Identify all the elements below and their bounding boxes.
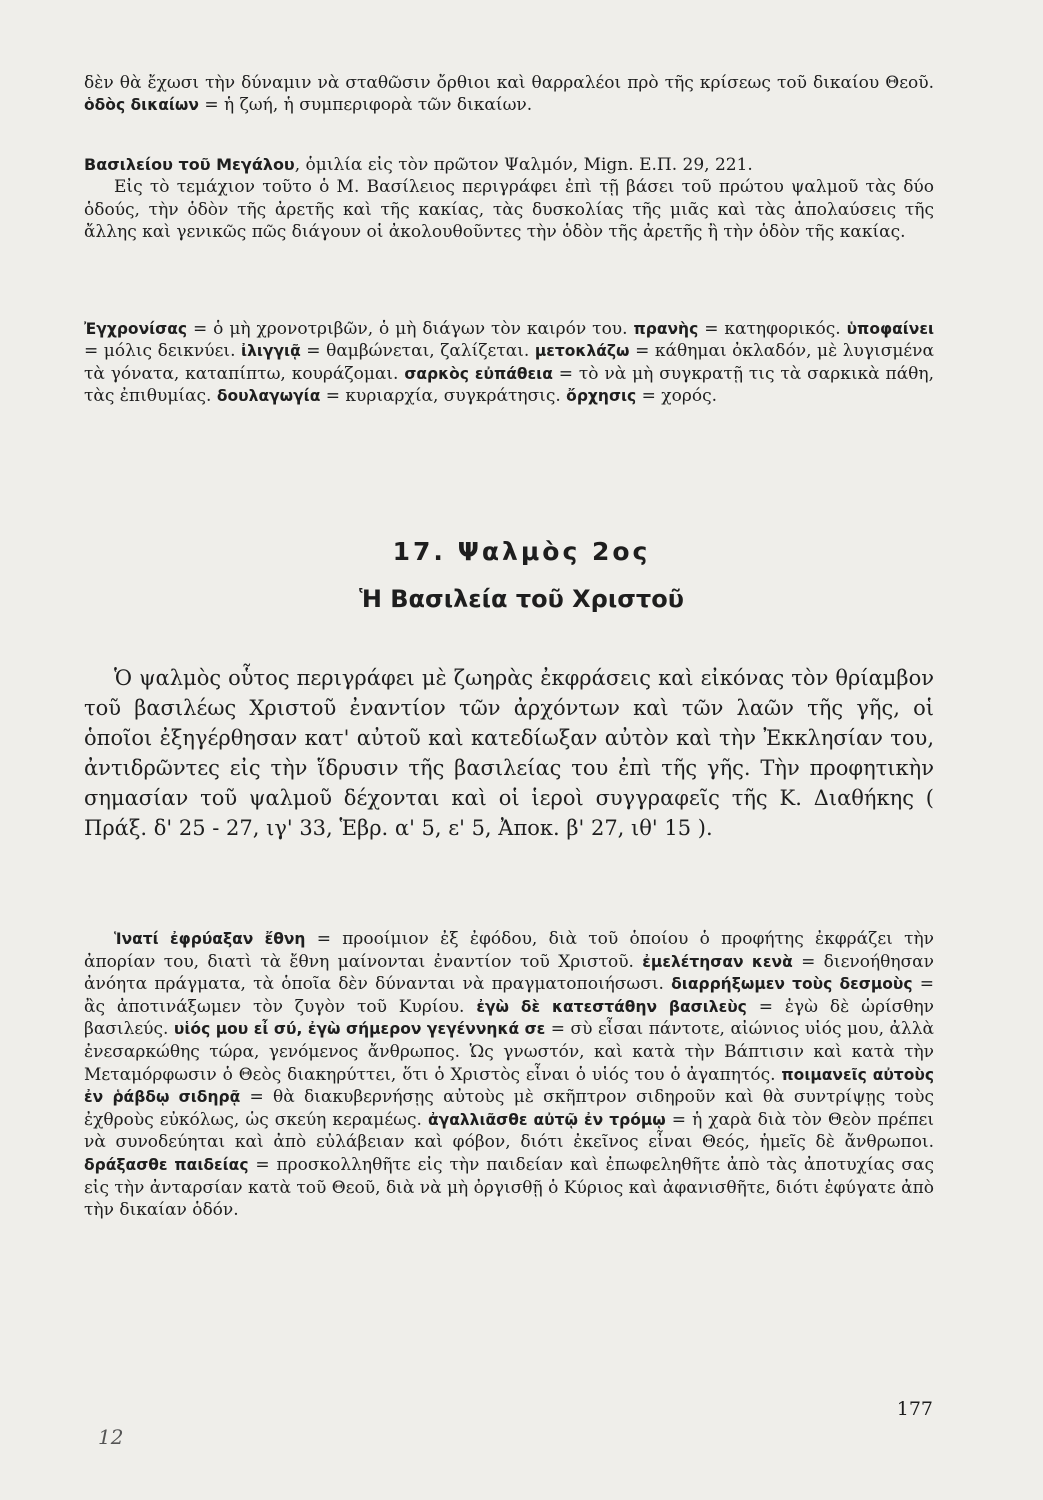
- gloss: = ἡ ζωή, ἡ συμπεριφορὰ τῶν δικαίων.: [204, 95, 533, 116]
- lemma: ποιμανεῖς αὐτοὺς ἐν ῥάβδῳ σιδηρᾷ: [84, 1065, 935, 1107]
- gloss: = ὁ μὴ χρονοτριβῶν, ὁ μὴ διάγων τὸν καιρόν του.: [187, 319, 634, 339]
- lemma: ἰλιγγιᾷ: [241, 342, 301, 361]
- lemma: δράξασθε παιδείας: [84, 1155, 249, 1174]
- gloss: = κυριαρχία, συγκράτησις.: [320, 386, 567, 407]
- glossary-1: [84, 318, 934, 408]
- lemma: ἀγαλλιᾶσθε αὐτῷ ἐν τρόμῳ: [427, 1110, 666, 1129]
- section-title: Ἡ Βασιλεία τοῦ Χριστοῦ: [359, 585, 684, 613]
- gloss: = κάθημαι ὀκλαδόν, μὲ λυγισμένα τὰ γόνατα, καταπίπτω, κουράζομαι.: [84, 341, 934, 384]
- gloss: = μόλις δεικνύει.: [84, 341, 242, 362]
- intro-text: Ὁ ψαλμὸς οὗτος περιγράφει μὲ ζωηρὰς ἐκφράσεις καὶ εἰκόνας τὸν θρίαμβον τοῦ βασιλέως Χριστοῦ ἐναντίον τῶν ἀρχόντων καὶ τῶν λαῶν τῆς γῆς, οἱ ὁποῖοι ἐξηγέρθησαν κατ' αὐτοῦ καὶ κατεδίωξαν αὐτὸν καὶ τὴν Ἐκκλησίαν του, ἀντιδρῶντες εἰς τὴν ἵδρυσιν τῆς βασιλείας του ἐπὶ τῆς γῆς. Τὴν προφητικὴν σημασίαν τοῦ ψαλμοῦ δέχονται καὶ οἱ ἱεροὶ συγγραφεῖς τῆς Κ. Διαθήκης ( Πράξ. δ' 25 - 27, ιγ' 33, Ἑβρ. α' 5, ε' 5, Ἀποκ. β' 27, ιθ' 15 ).: [84, 666, 934, 840]
- intro-paragraph: [84, 663, 934, 843]
- top-paragraph: [84, 72, 934, 117]
- gloss: = θαμβώνεται, ζαλίζεται.: [300, 341, 535, 362]
- gloss: = τὸ νὰ μὴ συγκρατῇ τις τὰ σαρκικὰ πάθη, τὰς ἐπιθυμίας.: [84, 363, 934, 407]
- basil-body: Εἰς τὸ τεμάχιον τοῦτο ὁ Μ. Βασίλειος περιγράφει ἐπὶ τῇ βάσει τοῦ πρώτου ψαλμοῦ τὰς δύο ὁδούς, τὴν ὁδὸν τῆς ἀρετῆς καὶ τῆς κακίας, τὰς δυσκολίας τῆς μιᾶς καὶ τὰς ἀπολαύσεις τῆς ἄλλης καὶ γενικῶς πῶς διάγουν οἱ ἀκολουθοῦντες τὴν ὁδὸν τῆς ἀρετῆς ἢ τὴν ὁδὸν τῆς κακίας.: [84, 177, 934, 243]
- lemma: ὑποφαίνει: [846, 320, 935, 338]
- lemma: σαρκὸς εὐπάθεια: [404, 364, 553, 383]
- glossary-2: [84, 928, 934, 1222]
- gloss: = χορός.: [636, 386, 717, 407]
- gloss: = ἡ χαρὰ διὰ τὸν Θεὸν πρέπει νὰ συνοδεύηται καὶ ἀπὸ εὐλάβειαν καὶ φόβον, διότι ἐκεῖνος εἶναι Θεός, ἡμεῖς δὲ ἄνθρωποι.: [84, 1109, 934, 1153]
- lemma: διαρρήξωμεν τοὺς δεσμοὺς: [671, 975, 913, 994]
- lemma: ὁδὸς δικαίων: [84, 96, 199, 115]
- signature-mark: 12: [98, 1425, 124, 1449]
- lemma: δουλαγωγία: [216, 387, 321, 406]
- lemma: ἐμελέτησαν κενὰ: [642, 952, 793, 971]
- psalm-heading: 17. Ψαλμὸς 2ος: [392, 537, 651, 566]
- gloss: = ἂς ἀποτινάξωμεν τὸν ζυγὸν τοῦ Κυρίου.: [84, 974, 935, 1017]
- basil-heading: Βασιλείου τοῦ Μεγάλου: [84, 155, 295, 174]
- lemma: ὄρχησις: [566, 387, 637, 406]
- page-number: 177: [896, 1398, 933, 1420]
- lemma: πρανὴς: [633, 320, 699, 338]
- basil-paragraph: [84, 154, 934, 244]
- gloss: = ἐγὼ δὲ ὡρίσθην βασιλεύς.: [84, 996, 935, 1040]
- gloss: = θὰ διακυβερνήσῃς αὐτοὺς μὲ σκῆπτρον σιδηροῦν καὶ θὰ συντρίψῃς τοὺς ἐχθροὺς εὐκόλως, ὡς σκεύη κεραμέως.: [84, 1087, 934, 1130]
- gloss: = προοίμιον ἐξ ἐφόδου, διὰ τοῦ ὁποίου ὁ προφήτης ἐκφράζει τὴν ἀπορίαν του, διατὶ τὰ ἔθνη μαίνονται ἐναντίον τοῦ Χριστοῦ.: [84, 929, 935, 972]
- lemma: μετοκλάζω: [534, 342, 630, 361]
- gloss: = σὺ εἶσαι πάντοτε, αἰώνιος υἱός μου, ἀλλὰ ἐνεσαρκώθης τώρα, γενόμενος ἄνθρωπος. Ὡς γνωστόν, καὶ κατὰ τὴν Βάπτισιν καὶ κατὰ τὴν Μεταμόρφωσιν ὁ Θεὸς διακηρύττει, ὅτι ὁ Χριστὸς εἶναι ὁ υἱός του ὁ ἀγαπητός.: [84, 1019, 934, 1085]
- top-paragraph-text: δὲν θὰ ἔχωσι τὴν δύναμιν νὰ σταθῶσιν ὄρθιοι καὶ θαρραλέοι πρὸ τῆς κρίσεως τοῦ δικαίου Θεοῦ.: [84, 73, 934, 93]
- gloss: = διενοήθησαν ἀνόητα πράγματα, τὰ ὁποῖα δὲν δύνανται νὰ πραγματοποιήσωσι.: [84, 951, 934, 995]
- lemma: υἱός μου εἶ σύ, ἐγὼ σήμερον γεγέννηκά σε: [173, 1020, 546, 1039]
- gloss: = προσκολληθῆτε εἰς τὴν παιδείαν καὶ ἐπωφεληθῆτε ἀπὸ τὰς ἀποτυχίας σας εἰς τὴν ἀνταρσίαν κατὰ τοῦ Θεοῦ, διὰ νὰ μὴ ὀργισθῇ ὁ Κύριος καὶ ἀφανισθῆτε, διότι ἐφύγατε ἀπὸ τὴν δικαίαν ὁδόν.: [84, 1154, 935, 1221]
- basil-heading-rest: , ὁμιλία εἰς τὸν πρῶτον Ψαλμόν, Mign. Ε.Π. 29, 221.: [294, 155, 753, 175]
- gloss: = κατηφορικός.: [698, 319, 847, 339]
- lemma: Ἐγχρονίσας: [84, 320, 188, 338]
- lemma: ἐγὼ δὲ κατεστάθην βασιλεὺς: [476, 997, 747, 1016]
- lemma: Ἱνατί ἐφρύαξαν ἔθνη: [114, 930, 306, 948]
